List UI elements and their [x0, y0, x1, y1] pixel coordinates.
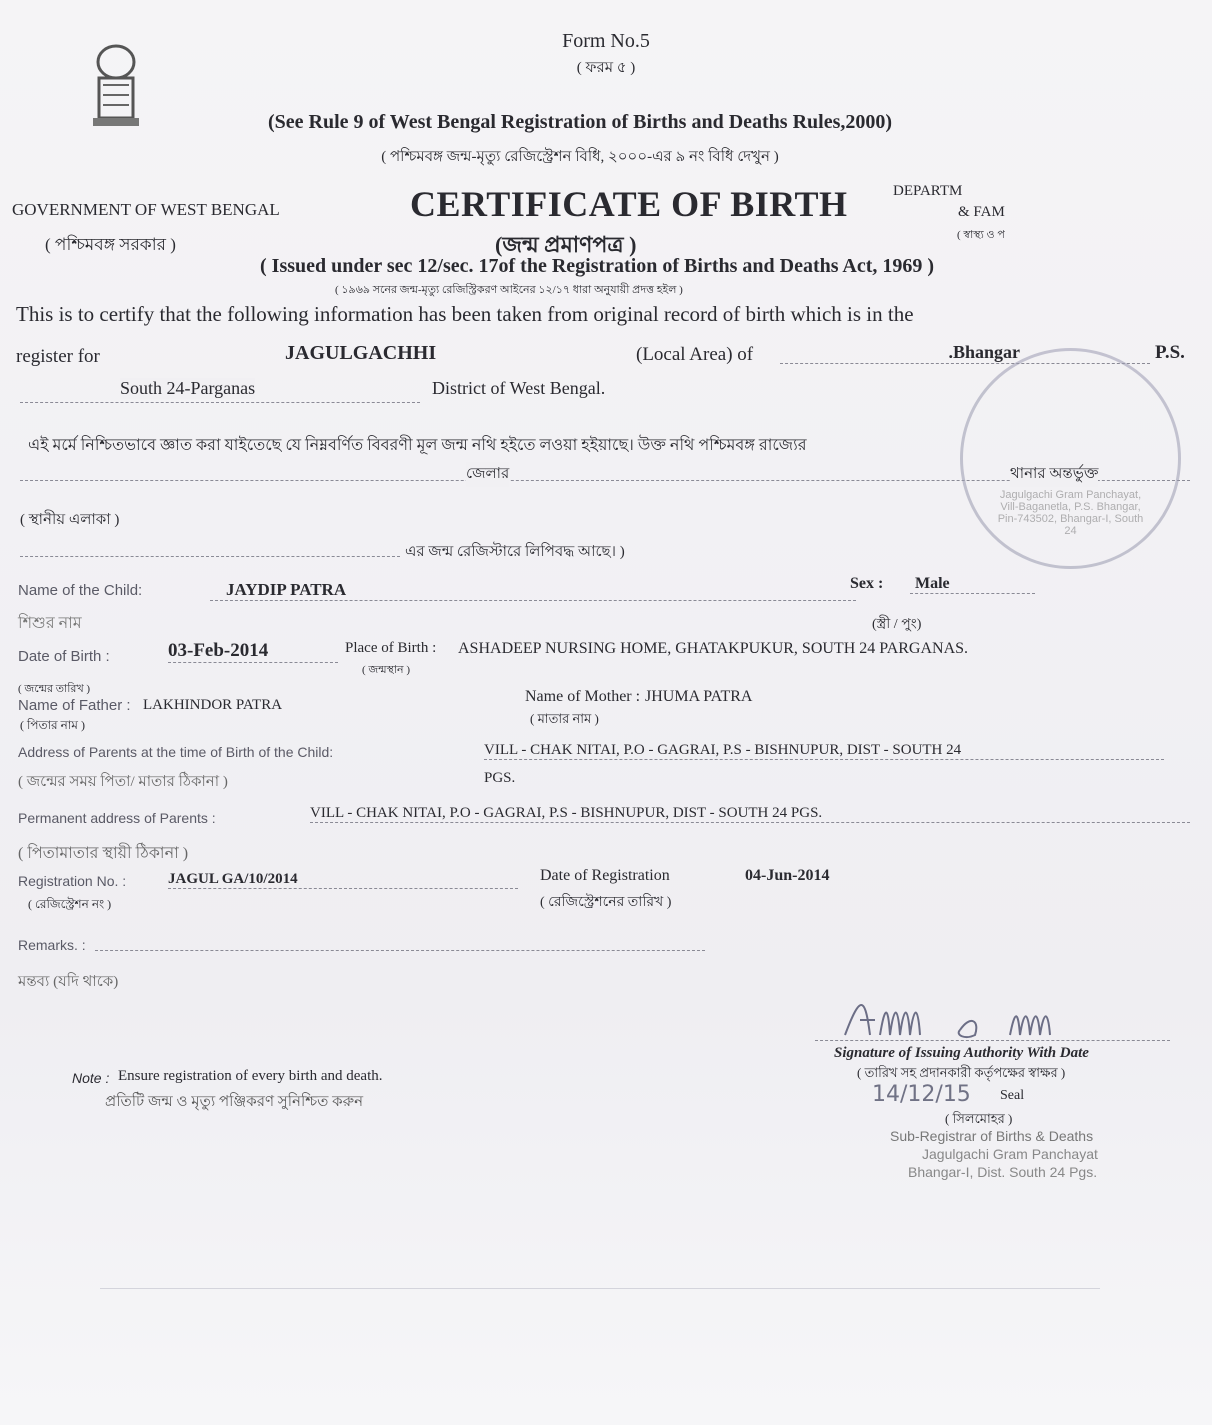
district-value: South 24-Parganas	[120, 378, 256, 398]
registration-date-label: Date of Registration	[540, 867, 670, 884]
registration-number-value: JAGUL GA/10/2014	[168, 871, 518, 889]
registration-date-bn: ( রেজিস্ট্রেশনের তারিখ )	[540, 895, 672, 910]
pob-label: Place of Birth :	[345, 640, 437, 656]
district-bn: জেলার	[466, 462, 509, 487]
department-bn: ( স্বাস্থ্য ও প	[957, 229, 1005, 241]
sex-value: Male	[910, 575, 1035, 594]
government-name-bn: ( পশ্চিমবঙ্গ সরকার )	[45, 235, 176, 254]
child-name-value: JAYDIP PATRA	[210, 580, 856, 601]
round-panchayat-stamp	[960, 348, 1181, 569]
child-name-bn: শিশুর নাম	[18, 615, 82, 632]
note-bn: প্রতিটি জন্ম ও মৃত্যু পঞ্জিকরণ সুনিশ্চিত করুন	[105, 1094, 364, 1110]
bottom-edge-line	[100, 1288, 1100, 1289]
father-bn: ( পিতার নাম )	[20, 718, 85, 732]
remarks-dotline	[95, 950, 705, 951]
dob-bn: ( জন্মের তারিখ )	[18, 683, 91, 695]
local-dotline	[20, 556, 400, 557]
certify-statement-bn: এই মর্মে নিশ্চিতভাবে জ্ঞাত করা যাইতেছে যে নিম্নবর্ণিত বিবরণী মূল জন্ম নথি হইতে লওয়া হইয়াছে। উক্ত নথি পশ্চিমবঙ্গ রাজ্যের	[28, 437, 807, 454]
form-number-bn: ( ফরম ৫ )	[576, 60, 636, 76]
rule-reference-bn: ( পশ্চিমবঙ্গ জন্ম-মৃত্যু রেজিস্ট্রেশন বিধি, ২০০০-এর ৯ নং বিধি দেখুন )	[381, 149, 779, 165]
local-area-label: (Local Area) of	[636, 344, 754, 365]
government-name: GOVERNMENT OF WEST BENGAL	[12, 200, 280, 219]
permanent-address-bn: ( পিতামাতার স্থায়ী ঠিকানা )	[18, 845, 189, 862]
issued-under-bn: ( ১৯৬৯ সনের জন্ম-মৃত্যু রেজিস্ট্রিকরণ আইনের ১২/১৭ ধারা অনুযায়ী প্রদত্ত হইল )	[335, 284, 683, 296]
mother-value: JHUMA PATRA	[645, 688, 753, 705]
father-label: Name of Father :	[18, 697, 131, 714]
stamp-line-3: Bhangar-I, Dist. South 24 Pgs.	[908, 1164, 1098, 1180]
police-station-label: P.S.	[1155, 342, 1185, 363]
handwritten-signature-icon	[840, 995, 1140, 1040]
father-value: LAKHINDOR PATRA	[143, 697, 283, 713]
department-line1: DEPARTM	[893, 183, 963, 199]
note-label: Note :	[72, 1070, 110, 1086]
round-stamp-text: Jagulgachi Gram Panchayat, Vill-Baganetla, P.S. Bhangar, Pin-743502, Bhangar-I, South 24	[997, 489, 1144, 537]
signature-line	[815, 1040, 1170, 1041]
stamp-line-1: Sub-Registrar of Births & Deaths	[890, 1128, 1094, 1144]
remarks-label: Remarks. :	[18, 937, 86, 953]
signature-label: Signature of Issuing Authority With Date	[834, 1045, 1089, 1061]
seal-label: Seal	[1000, 1088, 1025, 1103]
registration-number-bn: ( রেজিস্ট্রেশন নং )	[28, 897, 112, 911]
note-text: Ensure registration of every birth and death.	[118, 1068, 383, 1084]
form-number: Form No.5	[562, 30, 650, 52]
registration-number-label: Registration No. :	[18, 873, 127, 889]
birth-address-label: Address of Parents at the time of Birth of the Child:	[18, 744, 334, 760]
state-emblem-icon	[85, 40, 147, 136]
certify-statement: This is to certify that the following information has been taken from original record of birth which is in the	[16, 302, 914, 326]
mother-label: Name of Mother :	[525, 688, 641, 705]
handwritten-date: 14/12/15	[872, 1082, 971, 1107]
child-name-label: Name of the Child:	[18, 582, 143, 599]
dob-label: Date of Birth :	[18, 648, 110, 665]
permanent-address-label: Permanent address of Parents :	[18, 810, 216, 826]
seal-bn: ( সিলমোহর )	[945, 1111, 1013, 1126]
mother-bn: ( মাতার নাম )	[530, 711, 599, 726]
local-area-value: JAGULGACHHI	[285, 342, 437, 364]
police-station-text: .Bhangar	[948, 342, 1020, 362]
thana-bn: থানার অন্তর্ভুক্ত	[1010, 462, 1098, 487]
dob-value: 03-Feb-2014	[168, 640, 338, 663]
certificate-title: CERTIFICATE OF BIRTH	[410, 184, 848, 224]
pob-bn: ( জন্মস্থান )	[362, 664, 411, 676]
registration-date-value: 04-Jun-2014	[745, 867, 830, 884]
permanent-address-value: VILL - CHAK NITAI, P.O - GAGRAI, P.S - BISHNUPUR, DIST - SOUTH 24 PGS.	[310, 805, 1190, 823]
district-label: District of West Bengal.	[432, 378, 606, 398]
pob-value: ASHADEEP NURSING HOME, GHATAKPUKUR, SOUTH 24 PARGANAS.	[458, 640, 969, 657]
rule-reference: (See Rule 9 of West Bengal Registration of Births and Deaths Rules,2000)	[267, 111, 893, 133]
birth-address-bn: ( জন্মের সময় পিতা/ মাতার ঠিকানা )	[18, 774, 228, 790]
department-line2: & FAM	[958, 204, 1005, 220]
stamp-line-2: Jagulgachi Gram Panchayat	[922, 1146, 1098, 1162]
register-for-label: register for	[16, 346, 100, 367]
remarks-bn: মন্তব্য (যদি থাকে)	[18, 974, 119, 990]
birth-address-value-2: PGS.	[484, 770, 516, 786]
sex-bn: (স্ত্রী / পুং)	[872, 617, 922, 632]
birth-address-value: VILL - CHAK NITAI, P.O - GAGRAI, P.S - BISHNUPUR, DIST - SOUTH 24	[484, 742, 1164, 760]
issued-under: ( Issued under sec 12/sec. 17of the Registration of Births and Deaths Act, 1969 )	[260, 255, 935, 277]
register-bn: এর জন্ম রেজিস্টারে লিপিবদ্ধ আছে। )	[405, 544, 625, 560]
sex-label: Sex :	[850, 575, 884, 592]
certificate-title-bn: (জন্ম প্রমাণপত্র )	[495, 232, 637, 257]
signature-bn: ( তারিখ সহ প্রদানকারী কর্তৃপক্ষের স্বাক্ষর )	[857, 1065, 1066, 1080]
local-area-bn: ( স্থানীয় এলাকা )	[20, 512, 120, 528]
